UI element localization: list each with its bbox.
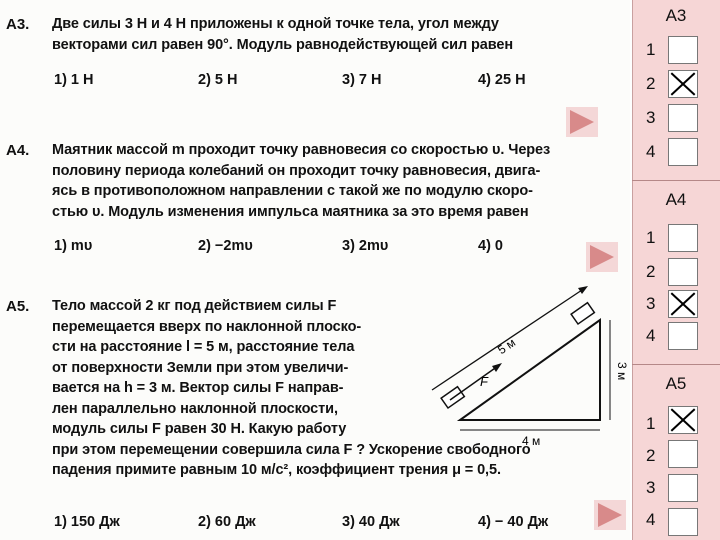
a5-option-label-3: 3	[646, 478, 656, 497]
a3-option-label-3: 3	[646, 108, 656, 127]
question-a5-text: Тело массой 2 кг под действием силы F перемещается вверх по наклонной плоско- сти на расстояние l = 5 м, расстояние тела от поверхности Земли при этом увеличи- вается на h = 3 м. Вектор силы F направ- лен параллельно наклонной плоскости, модуль силы F равен 30 Н. Какую работу при этом перемещении совершила сила F ? Ускорение свободного падения примите равным 10 м/с², коэффициент трения μ = 0,5.	[52, 298, 531, 478]
a4-option-label-2: 2	[646, 262, 656, 281]
slope-label: 5 м	[495, 335, 519, 358]
a3-option-checkbox-2[interactable]	[668, 70, 698, 98]
a5-answer-4: 4) − 40 Дж	[478, 514, 549, 530]
a5-option-label-1: 1	[646, 414, 656, 433]
a3-answer-2: 2) 5 Н	[198, 72, 238, 88]
play-arrow-icon	[590, 245, 614, 269]
a5-option-checkbox-1[interactable]	[668, 406, 698, 434]
height-label: 3 м	[615, 362, 629, 381]
a4-option-label-3: 3	[646, 294, 656, 313]
a4-option-checkbox-4[interactable]	[668, 322, 698, 350]
group-title-a3: А3	[665, 6, 687, 25]
a3-option-checkbox-4[interactable]	[668, 138, 698, 166]
panel-divider	[632, 180, 720, 181]
question-a5-number: А5.	[6, 298, 30, 315]
next-button-a5[interactable]	[594, 500, 626, 530]
a3-option-checkbox-3[interactable]	[668, 104, 698, 132]
block-end	[571, 303, 594, 324]
next-button-a4[interactable]	[586, 242, 618, 272]
a4-answer-3: 3) 2mυ	[342, 238, 389, 254]
play-arrow-icon	[598, 503, 622, 527]
a5-answer-1: 1) 150 Дж	[54, 514, 120, 530]
a5-option-checkbox-3[interactable]	[668, 474, 698, 502]
next-button-a3[interactable]	[566, 107, 598, 137]
base-label: 4 м	[522, 434, 541, 448]
a5-answer-3: 3) 40 Дж	[342, 514, 400, 530]
a5-option-checkbox-4[interactable]	[668, 508, 698, 536]
play-arrow-icon	[570, 110, 594, 134]
a4-answer-4: 4) 0	[478, 238, 503, 254]
a4-option-checkbox-2[interactable]	[668, 258, 698, 286]
panel-divider	[632, 364, 720, 365]
force-arrow-head	[492, 363, 502, 372]
a3-answer-1: 1) 1 Н	[54, 72, 94, 88]
a4-answer-2: 2) −2mυ	[198, 238, 253, 254]
a5-option-label-4: 4	[646, 510, 656, 529]
a4-option-label-1: 1	[646, 228, 656, 247]
force-vector	[450, 366, 498, 400]
a3-option-label-2: 2	[646, 74, 656, 93]
a4-option-label-4: 4	[646, 326, 656, 345]
question-a3-text: Две силы 3 Н и 4 Н приложены к одной точке тела, угол между векторами сил равен 90°. Модуль равнодействующей сил равен	[52, 16, 513, 53]
a5-answer-2: 2) 60 Дж	[198, 514, 256, 530]
a5-option-checkbox-2[interactable]	[668, 440, 698, 468]
a4-option-checkbox-3[interactable]	[668, 290, 698, 318]
a3-option-label-1: 1	[646, 40, 656, 59]
group-title-a5: А5	[665, 374, 687, 393]
question-a4-number: А4.	[6, 142, 30, 159]
question-a3-number: А3.	[6, 16, 30, 33]
force-label: F	[480, 374, 488, 389]
a3-answer-4: 4) 25 Н	[478, 72, 526, 88]
a3-option-label-4: 4	[646, 142, 656, 161]
inclined-plane-diagram	[420, 282, 630, 452]
a3-option-checkbox-1[interactable]	[668, 36, 698, 64]
slope-arrow-head	[578, 286, 588, 294]
a3-answer-3: 3) 7 Н	[342, 72, 382, 88]
incline-triangle	[460, 320, 600, 420]
question-a4-text: Маятник массой m проходит точку равновесия со скоростью υ. Через половину периода колебаний он проходит точку равновесия, двига- ясь в противоположном направлении с такой же по модулю скоро- стью υ. Модуль изменения импульса маятника за это время равен	[52, 142, 551, 220]
group-title-a4: А4	[665, 190, 687, 209]
a4-answer-1: 1) mυ	[54, 238, 93, 254]
a4-option-checkbox-1[interactable]	[668, 224, 698, 252]
a5-option-label-2: 2	[646, 446, 656, 465]
